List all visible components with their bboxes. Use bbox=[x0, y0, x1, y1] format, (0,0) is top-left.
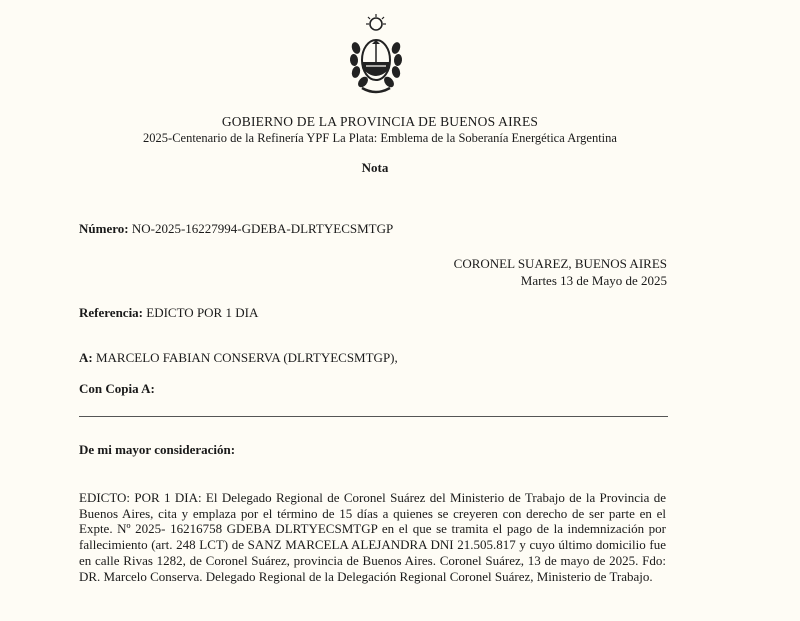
numero-label: Número: bbox=[79, 221, 129, 236]
document-type: Nota bbox=[361, 160, 389, 175]
greeting: De mi mayor consideración: bbox=[79, 442, 236, 457]
copia-label: Con Copia A: bbox=[79, 381, 155, 396]
referencia-label: Referencia: bbox=[79, 305, 144, 320]
numero-value: NO-2025-16227994-GDEBA-DLRTYECSMTGP bbox=[131, 221, 394, 236]
place: CORONEL SUAREZ, BUENOS AIRES bbox=[453, 256, 667, 271]
numero-row bbox=[79, 221, 393, 237]
edict-body: EDICTO: POR 1 DIA: El Delegado Regional de Coronel Suárez del Ministerio de Trabajo de la Provincia de Buenos Aires, cita y emplaza por el término de 15 días a quienes se creyeren con derecho de ser parte en el Expte. Nº 2025- 16216758 GDEBA DLRTYECSMTGP en el que se tramita el pago de la indemnización por fallecimiento (art. 248 LCT) de SANZ MARCELA ALEJANDRA DNI 21.505.817 y cuyo último domicilio fue en calle Rivas 1282, de Coronel Suárez, provincia de Buenos Aires. Coronel Suárez, 13 de mayo de 2025. Fdo: DR. Marcelo Conserva. Delegado Regional de la Delegación Regional Coronel Suárez, Ministerio de Trabajo. bbox=[79, 490, 666, 584]
destinatario-label: A: bbox=[79, 350, 93, 365]
government-motto: 2025-Centenario de la Refinería YPF La Plata: Emblema de la Soberanía Energética Argentina bbox=[143, 131, 617, 145]
divider bbox=[79, 416, 668, 417]
referencia-row bbox=[79, 305, 258, 321]
coat-of-arms-seal-icon bbox=[348, 14, 404, 96]
destinatario-row bbox=[79, 350, 398, 366]
referencia-value: EDICTO POR 1 DIA bbox=[146, 305, 259, 320]
destinatario-value: MARCELO FABIAN CONSERVA (DLRTYECSMTGP), bbox=[95, 350, 398, 365]
copia-row bbox=[79, 381, 155, 397]
date: Martes 13 de Mayo de 2025 bbox=[520, 273, 667, 288]
government-header: GOBIERNO DE LA PROVINCIA DE BUENOS AIRES bbox=[221, 114, 539, 129]
